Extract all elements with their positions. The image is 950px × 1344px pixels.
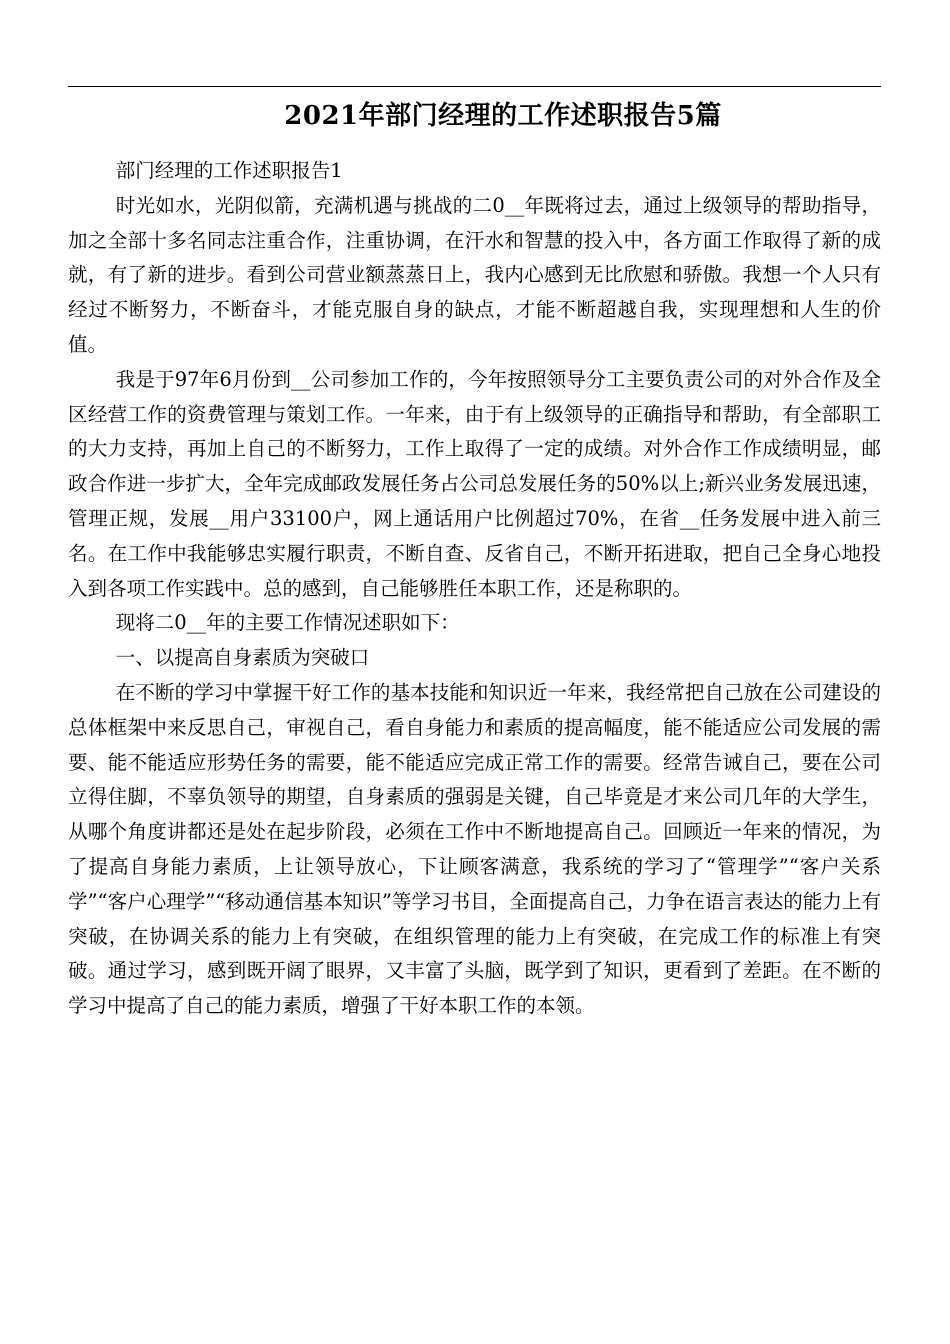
body-paragraph: 现将二0__年的主要工作情况述职如下： <box>115 611 460 635</box>
section-heading: 一、以提高自身素质为突破口 <box>115 646 370 670</box>
body-paragraph: 时光如水，光阴似箭，充满机遇与挑战的二0__年既将过去，通过上级领导的帮助指导，加之全部十多名同志注重合作，注重协调，在汗水和智慧的投入中，各方面工作取得了新的成就，有了新的进步。看到公司营业额蒸蒸日上，我内心感到无比欣慰和骄傲。我想一个人只有经过不断努力，不断奋斗，才能克服自身的缺点，才能不断超越自我，实现理想和人生的价值。 <box>68 193 881 356</box>
header-rule <box>68 86 881 87</box>
document-title: 2021年部门经理的工作述职报告5篇 <box>284 101 722 131</box>
body-paragraph: 在不断的学习中掌握干好工作的基本技能和知识近一年来，我经常把自己放在公司建设的总体框架中来反思自己，审视自己，看自身能力和素质的提高幅度，能不能适应公司发展的需要、能不能适应形势任务的需要，能不能适应完成正常工作的需要。经常告诫自己，要在公司立得住脚，不辜负领导的期望，自身素质的强弱是关键，自己毕竟是才来公司几年的大学生，从哪个角度讲都还是处在起步阶段，必须在工作中不断地提高自己。回顾近一年来的情况，为了提高自身能力素质，上让领导放心，下让顾客满意，我系统的学习了“管理学”“客户关系学”“客户心理学”“移动通信基本知识”等学习书目，全面提高自己，力争在语言表达的能力上有突破，在协调关系的能力上有突破，在组织管理的能力上有突破，在完成工作的标准上有突破。通过学习，感到既开阔了眼界，又丰富了头脑，既学到了知识，更看到了差距。在不断的学习中提高了自己的能力素质，增强了干好本职工作的本领。 <box>68 680 881 1018</box>
document-body <box>68 154 881 1024</box>
body-paragraph: 我是于97年6月份到__公司参加工作的，今年按照领导分工主要负责公司的对外合作及全区经营工作的资费管理与策划工作。一年来，由于有上级领导的正确指导和帮助，有全部职工的大力支持，再加上自己的不断努力，工作上取得了一定的成绩。对外合作工作成绩明显，邮政合作进一步扩大，全年完成邮政发展任务占公司总发展任务的50%以上;新兴业务发展迅速，管理正规，发展__用户33100户，网上通话用户比例超过70%，在省__任务发展中进入前三名。在工作中我能够忠实履行职责，不断自查、反省自己，不断开拓进取，把自己全身心地投入到各项工作实践中。总的感到，自己能够胜任本职工作，还是称职的。 <box>68 367 881 600</box>
section-heading-report-1: 部门经理的工作述职报告1 <box>115 159 343 182</box>
